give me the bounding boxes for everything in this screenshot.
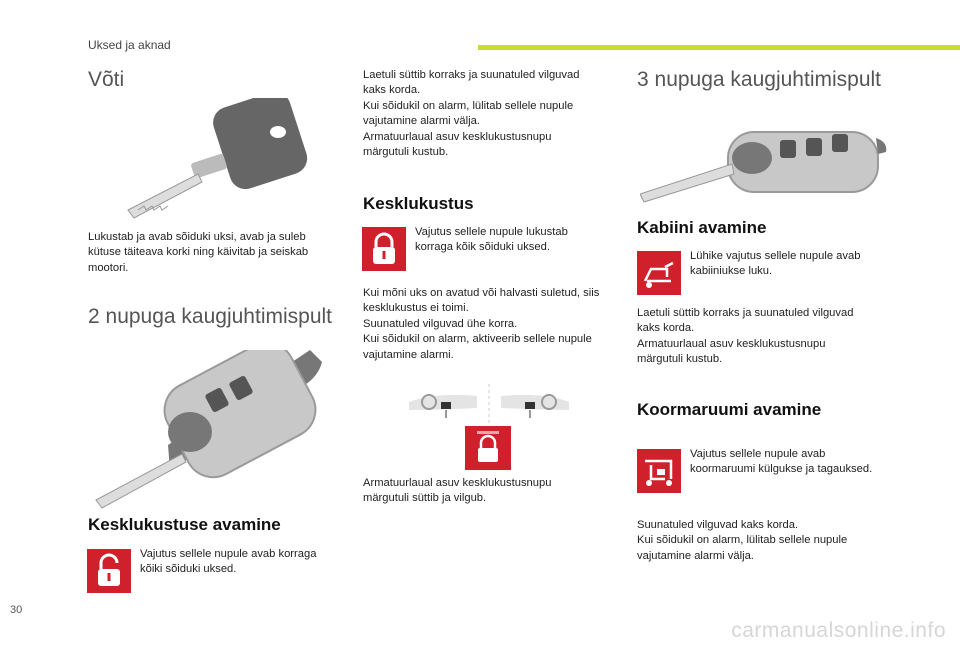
- cargo-door-icon: [637, 449, 681, 493]
- lock-info-line: vajutamine alarmi.: [363, 348, 454, 361]
- cargo-info: [637, 518, 847, 564]
- cabin-info-line: Armatuurlaual asuv kesklukustusnupu: [637, 337, 826, 350]
- cabin-info: [637, 306, 853, 368]
- dashboard-illustration: [405, 380, 575, 472]
- header-accent-bar: [478, 45, 960, 50]
- cargo-title: Koormaruumi avamine: [637, 400, 822, 419]
- key-text-line: kütuse täiteava korki ning käivitab ja seiskab: [88, 246, 309, 259]
- key-text-line: Lukustab ja avab sõiduki uksi, avab ja suleb: [88, 231, 306, 243]
- section-label: Uksed ja aknad: [88, 38, 171, 52]
- cargo-info-line: Kui sõidukil on alarm, lülitab sellele nupule: [637, 534, 848, 547]
- cabin-info-line: Laetuli süttib korraks ja suunatuled vilguvad: [637, 307, 854, 319]
- lock-text-line: korraga kõik sõiduki uksed.: [415, 241, 550, 254]
- dashboard-text-line: märgutuli süttib ja vilgub.: [363, 492, 487, 505]
- cargo-text-line: Vajutus sellele nupule avab: [690, 448, 826, 460]
- key-text-line: mootori.: [88, 261, 129, 274]
- dashboard-description: [363, 476, 551, 507]
- key-description: [88, 230, 308, 276]
- cargo-info-line: Suunatuled vilguvad kaks korda.: [637, 519, 799, 531]
- cargo-description: [690, 447, 872, 478]
- unlock-title: Kesklukustuse avamine: [88, 515, 281, 534]
- lock-info-line: Kui mõni uks on avatud või halvasti suletud, siis: [363, 287, 600, 299]
- lock-title: Kesklukustus: [363, 194, 474, 213]
- remote3-illustration: [640, 118, 890, 206]
- unlock-text-line: kõiki sõiduki uksed.: [140, 563, 237, 576]
- intro-text-line: märgutuli kustub.: [363, 146, 449, 159]
- intro-text-line: kaks korda.: [363, 84, 421, 97]
- lock-info-line: kesklukustus ei toimi.: [363, 302, 469, 315]
- cargo-text-line: koormaruumi külgukse ja tagauksed.: [690, 463, 873, 476]
- lock-description: [415, 225, 568, 256]
- cabin-text-line: Lühike vajutus sellele nupule avab: [690, 250, 861, 262]
- watermark: carmanualsonline.info: [731, 619, 946, 642]
- page-number: 30: [10, 604, 23, 616]
- lock-info-line: Kui sõidukil on alarm, aktiveerib sellele nupule: [363, 333, 592, 346]
- lock-info: [363, 286, 599, 363]
- intro-text-line: Armatuurlaual asuv kesklukustusnupu: [363, 130, 552, 143]
- remote2-illustration: [90, 350, 325, 510]
- lock-info-line: Suunatuled vilguvad ühe korra.: [363, 317, 518, 330]
- intro-text-line: vajutamine alarmi välja.: [363, 115, 480, 128]
- padlock-closed-icon: [362, 227, 406, 271]
- intro-text-line: Laetuli süttib korraks ja suunatuled vilguvad: [363, 69, 580, 81]
- padlock-open-icon: [87, 549, 131, 593]
- key-illustration: [118, 98, 313, 223]
- key-title: Võti: [88, 68, 125, 91]
- remote2-title: 2 nupuga kaugjuhtimispult: [88, 305, 333, 328]
- cargo-info-line: vajutamine alarmi välja.: [637, 549, 754, 562]
- dashboard-text-line: Armatuurlaual asuv kesklukustusnupu: [363, 477, 552, 489]
- cabin-info-line: kaks korda.: [637, 322, 695, 335]
- cabin-info-line: märgutuli kustub.: [637, 353, 723, 366]
- cabin-door-icon: [637, 251, 681, 295]
- cabin-title: Kabiini avamine: [637, 218, 767, 237]
- remote2-intro: [363, 68, 579, 160]
- lock-text-line: Vajutus sellele nupule lukustab: [415, 226, 568, 238]
- remote3-title: 3 nupuga kaugjuhtimispult: [637, 68, 882, 91]
- cabin-text-line: kabiiniukse luku.: [690, 265, 773, 278]
- unlock-text-line: Vajutus sellele nupule avab korraga: [140, 548, 317, 560]
- cabin-description: [690, 249, 860, 280]
- unlock-description: [140, 547, 316, 578]
- intro-text-line: Kui sõidukil on alarm, lülitab sellele nupule: [363, 99, 574, 112]
